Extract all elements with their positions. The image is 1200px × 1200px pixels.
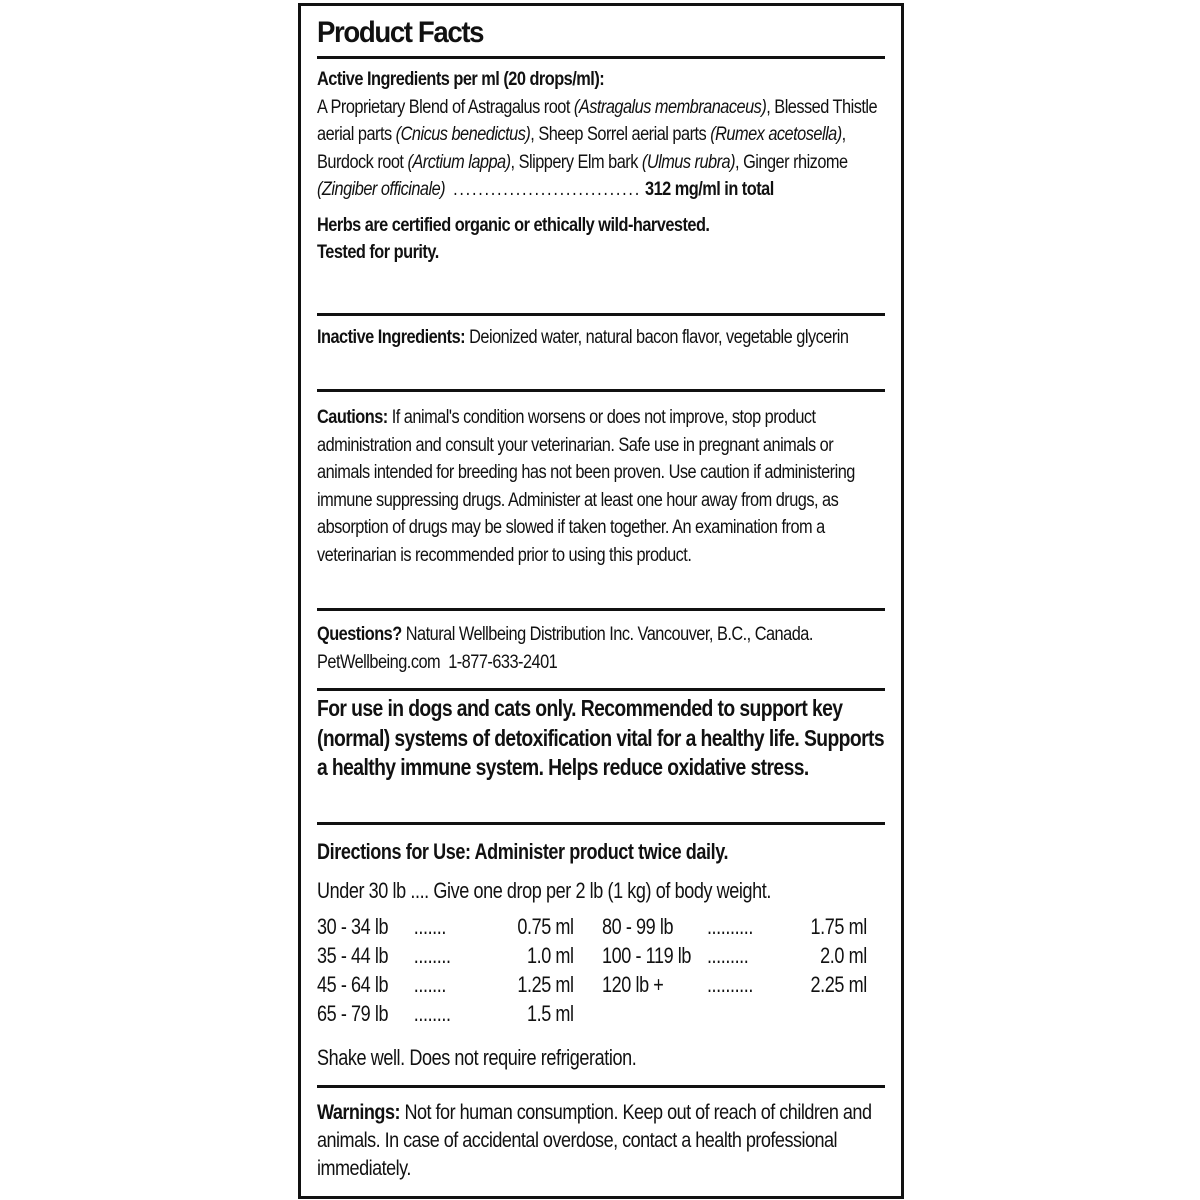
dosage-row <box>602 970 867 999</box>
dot-leader: .......... <box>706 914 753 939</box>
dose-amount: 1.75 ml <box>810 914 867 939</box>
directions-heading: Directions for Use: Administer product twice daily. <box>317 839 729 864</box>
dose-weight: 45 - 64 lb <box>317 972 389 997</box>
divider <box>317 688 885 691</box>
dose-amount: 1.25 ml <box>517 972 574 997</box>
product-facts-label <box>298 3 904 1199</box>
cautions-text: If animal's condition worsens or does not improve, stop product administration and consult your veterinarian. Safe use in pregnant animals or animals intended for breeding has not been proven. Use caution if administering immune suppressing drugs. Administer at least one hour away from drugs, as absorption of drugs may be slowed if taken together. An examination from a veterinarian is recommended prior to using this product. <box>317 407 855 566</box>
active-heading: Active Ingredients per ml (20 drops/ml): <box>317 69 605 90</box>
dot-leader: .............................. <box>453 179 641 200</box>
certified-statement: Herbs are certified organic or ethically wild-harvested. <box>317 214 710 236</box>
inactive-heading: Inactive Ingredients: <box>317 327 466 348</box>
warnings-text: Not for human consumption. Keep out of reach of children and animals. In case of accidental overdose, contact a health professional immediately. <box>317 1101 872 1180</box>
dot-leader: ........ <box>413 943 451 968</box>
ingredient-latin: (Ulmus rubra) <box>641 151 736 173</box>
dose-weight: 80 - 99 lb <box>602 914 674 939</box>
active-ingredients-section <box>317 66 884 267</box>
dose-weight: 30 - 34 lb <box>317 914 389 939</box>
company-info: Natural Wellbeing Distribution Inc. Vancouver, B.C., Canada. <box>405 624 813 645</box>
dose-weight: Under 30 lb <box>317 878 406 903</box>
ingredient-name: Ginger rhizome <box>743 151 848 173</box>
cautions-heading: Cautions: <box>317 407 388 428</box>
dot-leader: ....... <box>413 972 446 997</box>
dose-amount: 1.5 ml <box>526 1001 574 1026</box>
inactive-ingredients-section <box>317 324 884 352</box>
dosage-row <box>317 912 574 941</box>
storage-instruction: Shake well. Does not require refrigeration. <box>317 1045 637 1070</box>
dot-leader: .... <box>410 878 429 903</box>
questions-heading: Questions? <box>317 624 402 645</box>
divider <box>317 389 885 392</box>
cautions-section <box>317 404 884 569</box>
dosage-row <box>317 941 574 970</box>
ingredient-name: A Proprietary Blend of Astragalus root <box>317 96 570 118</box>
questions-section <box>317 621 884 676</box>
dose-weight: 100 - 119 lb <box>602 943 692 968</box>
dot-leader: .......... <box>706 972 753 997</box>
active-total: 312 mg/ml in total <box>644 179 774 200</box>
dosage-row <box>602 912 867 941</box>
dosage-left-column <box>317 912 574 1028</box>
ingredient-latin: (Rumex acetosella) <box>710 124 842 145</box>
dose-amount: 1.0 ml <box>526 943 574 968</box>
dosage-right-column <box>602 912 867 999</box>
ingredient-name: Burdock root <box>317 151 404 173</box>
dot-leader: ....... <box>413 914 446 939</box>
ingredient-latin: (Cnicus benedictus) <box>395 124 531 145</box>
dose-amount: 0.75 ml <box>517 914 574 939</box>
inactive-text: Deionized water, natural bacon flavor, vegetable glycerin <box>469 327 849 348</box>
dose-weight: 120 lb + <box>602 972 664 997</box>
dose-instruction: Give one drop per 2 lb (1 kg) of body weight. <box>433 878 771 903</box>
warnings-section <box>317 1099 884 1183</box>
dose-weight: 65 - 79 lb <box>317 1001 389 1026</box>
dose-weight: 35 - 44 lb <box>317 943 389 968</box>
ingredient-latin: (Zingiber officinale) <box>317 179 446 200</box>
dosage-row <box>602 941 867 970</box>
usage-statement: For use in dogs and cats only. Recommended to support key (normal) systems of detoxification vital for a healthy life. Supports a healthy immune system. Helps reduce oxidative stress. <box>317 695 885 780</box>
tested-statement: Tested for purity. <box>317 242 439 263</box>
ingredient-name: Blessed Thistle aerial parts <box>317 96 878 145</box>
divider <box>317 56 885 59</box>
ingredient-latin: (Arctium lappa) <box>407 151 511 173</box>
ingredient-name: Sheep Sorrel aerial parts <box>538 124 707 145</box>
divider <box>317 1085 885 1088</box>
website-link[interactable]: PetWellbeing.com <box>317 651 441 673</box>
warnings-heading: Warnings: <box>317 1101 400 1124</box>
phone-number[interactable]: 1-877-633-2401 <box>448 651 558 673</box>
divider <box>317 822 885 825</box>
dot-leader: ........ <box>413 1001 451 1026</box>
ingredient-name: Slippery Elm bark <box>518 151 638 173</box>
dot-leader: ......... <box>706 943 749 968</box>
under-30-row <box>317 876 771 905</box>
divider <box>317 313 885 316</box>
dose-amount: 2.25 ml <box>810 972 867 997</box>
dose-amount: 2.0 ml <box>820 943 867 968</box>
dosage-row <box>317 970 574 999</box>
divider <box>317 608 885 611</box>
dosage-row <box>317 999 574 1028</box>
active-ingredient-list: A Proprietary Blend of Astragalus root (Astragalus membranaceus), Blessed Thistle aerial parts (Cnicus benedictus), Sheep Sorrel aerial parts (Rumex acetosella), Burdock root (Arctium lappa), Slippery Elm bark (Ulmus rubra), Ginger rhizome (Zingiber officinale) .............................. 312 mg/ml in total <box>317 96 878 200</box>
label-title: Product Facts <box>317 16 484 49</box>
ingredient-latin: (Astragalus membranaceus) <box>573 96 767 118</box>
